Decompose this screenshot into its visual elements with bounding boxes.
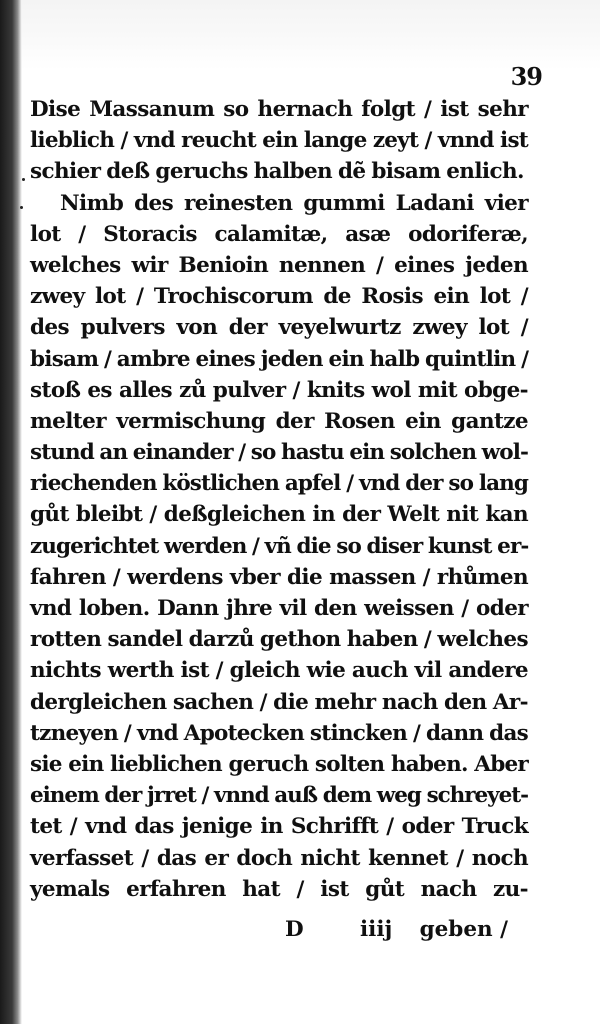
- text-line: zwey lot / Trochiscorum de Rosis ein lot /: [30, 284, 528, 310]
- text-line: lot / Storacis calamitæ, asæ odoriferæ,: [30, 221, 528, 247]
- text-line: yemals erfahren hat / ist gůt nach zu-: [30, 876, 528, 902]
- text-line: verfasset / das er doch nicht kennet / noch: [30, 845, 528, 871]
- text-line: Dise Massanum so hernach folgt / ist sehr: [30, 97, 528, 122]
- text-line: stoß es alles zů pulver / knits wol mit obge-: [30, 377, 528, 403]
- text-line: des pulvers von der veyelwurtz zwey lot /: [30, 315, 528, 341]
- text-line: zugerichtet werden / vñ die so diser kunst er-: [30, 533, 529, 559]
- page-gutter-shadow: [0, 0, 22, 1024]
- text-line: rotten sandel darzů gethon haben / welches: [30, 627, 528, 653]
- text-line: tzneyen / vnd Apotecken stincken / dann das: [30, 720, 528, 746]
- text-line: sie ein lieblichen geruch solten haben. Aber: [30, 751, 528, 777]
- text-line: tet / vnd das jenige in Schrifft / oder Truck: [30, 814, 528, 840]
- signature-line: [30, 914, 528, 946]
- page-top-shading: [22, 0, 600, 70]
- text-line: riechenden köstlichen apfel / vnd der so lang: [30, 471, 528, 497]
- text-line: nichts werth ist / gleich wie auch vil andere: [30, 658, 528, 684]
- text-line: schier deß geruchs halben dẽ bisam enlich.: [30, 159, 524, 185]
- text-line: bisam / ambre eines jeden ein halb quintlin /: [30, 346, 529, 372]
- text-line: gůt bleibt / deßgleichen in der Welt nit kan: [30, 502, 528, 528]
- body-text: [30, 94, 528, 905]
- text-line: welches wir Benioin nennen / eines jeden: [30, 252, 528, 278]
- text-line: lieblich / vnd reucht ein lange zeyt / vnnd ist: [30, 128, 528, 154]
- text-line: vnd loben. Dann jhre vil den weissen / oder: [30, 596, 528, 621]
- text-line: einem der jrret / vnnd auß dem weg schreyet-: [30, 783, 528, 809]
- page-number: 39: [510, 62, 542, 91]
- text-line: dergleichen sachen / die mehr nach den Ar-: [30, 689, 528, 715]
- signature-number: iiij: [360, 917, 393, 942]
- text-line: melter vermischung der Rosen ein gantze: [30, 408, 528, 434]
- ink-speck: [22, 178, 25, 181]
- signature-letter: D: [285, 917, 304, 942]
- catchword: geben /: [419, 917, 508, 942]
- text-line: stund an einander / so hastu ein solchen wol-: [30, 440, 528, 466]
- ink-speck: [20, 206, 23, 209]
- text-line: fahren / werdens vber die massen / rhůmen: [30, 564, 528, 590]
- text-line: Nimb des reinesten gummi Ladani vier: [60, 190, 528, 216]
